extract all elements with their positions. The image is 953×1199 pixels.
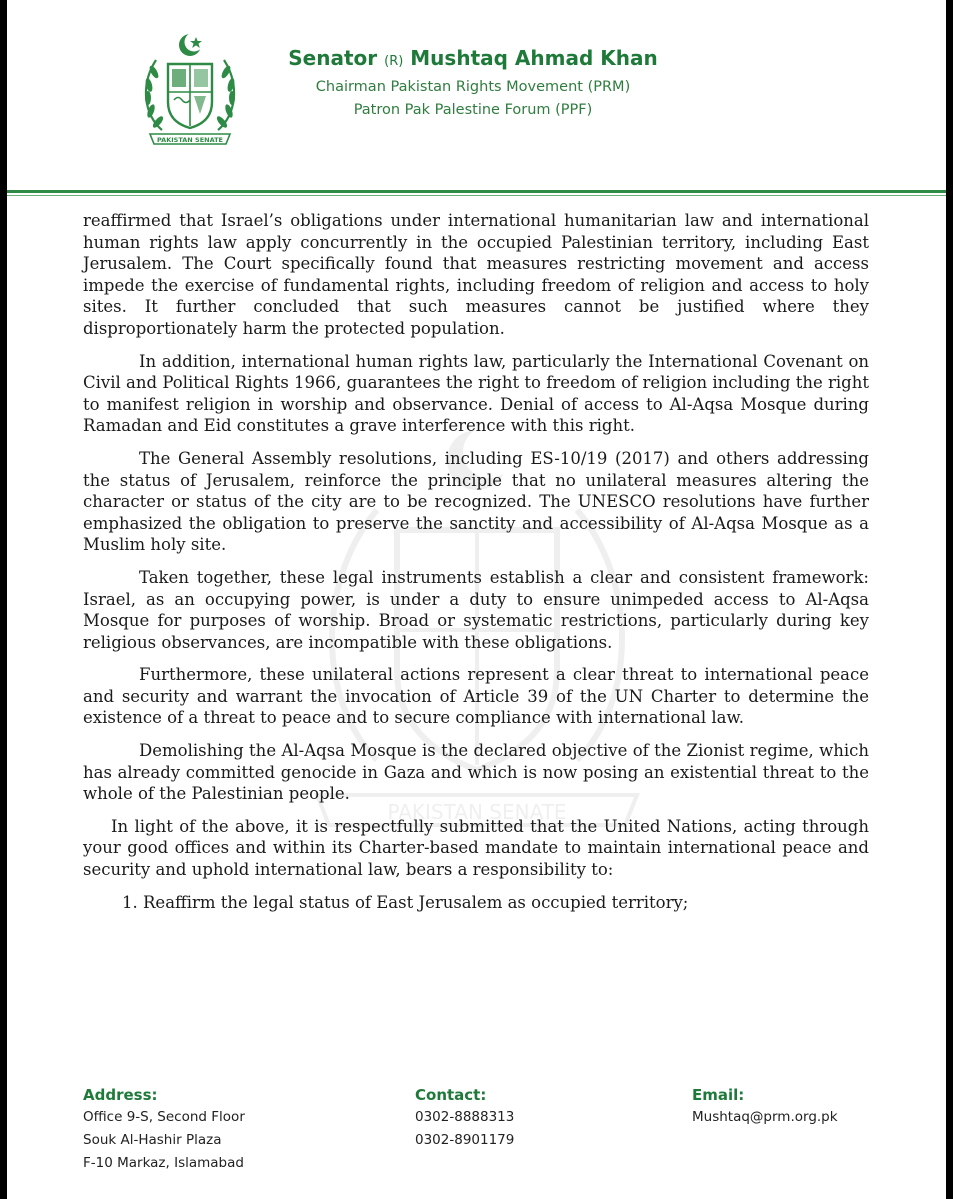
footer-address [83,1084,245,1175]
paragraph-framework: Taken together, these legal instruments establish a clear and consistent framework: Israel, as an occupying power, is under a duty to ensure unimpeded access to Al-Aqsa Mosque for purposes of worship. Broad or systematic restrictions, particularly during key religious observances, are incompatible with these obligations. [83,567,869,652]
paragraph-icj: reaffirmed that Israel’s obligations under international humanitarian law and international human rights law apply concurrently in the occupied Palestinian territory, including East Jerusalem. The Court specifically found that measures restricting movement and access impede the exercise of fundamental rights, including freedom of religion and access to holy sites. It further concluded that such measures cannot be justified where they disproportionately harm the protected population. [83,211,869,338]
name-retired-mark: (R) [384,54,404,69]
senator-name [283,44,663,76]
name-title: Senator [288,46,378,70]
footer-contact [415,1084,514,1152]
contact-label: Contact: [415,1086,487,1104]
emblem-caption: PAKISTAN SENATE [157,136,223,144]
address-label: Address: [83,1086,158,1104]
email-label: Email: [692,1086,745,1104]
paragraph-article-39: Furthermore, these unilateral actions represent a clear threat to international peace and security and warrant the invocation of Article 39 of the UN Charter to determine the existence of a threat to peace and to secure compliance with international law. [83,665,869,728]
requests-list [83,892,869,914]
name-full: Mushtaq Ahmad Khan [410,46,658,70]
footer-email [692,1084,838,1129]
header-divider-thin [7,195,946,196]
pakistan-senate-emblem [132,30,248,152]
list-item: 1. Reaffirm the legal status of East Jerusalem as occupied territory; [143,892,869,914]
address-line: F-10 Markaz, Islamabad [83,1155,244,1171]
phone-number: 0302-8888313 [415,1109,515,1125]
letterhead [283,44,663,122]
header-divider [7,190,946,193]
letter-body [83,210,869,913]
watermark-text: PAKISTAN SENATE [387,800,567,824]
address-line: Souk Al-Hashir Plaza [83,1132,222,1148]
paragraph-ga-resolutions: The General Assembly resolutions, including ES-10/19 (2017) and others addressing the status of Jerusalem, reinforce the principle that no unilateral measures altering the character or status of the city are to be recognized. The UNESCO resolutions have further emphasized the obligation to preserve the sanctity and accessibility of Al-Aqsa Mosque as a Muslim holy site. [83,448,869,555]
paragraph-demolition: Demolishing the Al-Aqsa Mosque is the declared objective of the Zionist regime, which has already committed genocide in Gaza and which is now posing an existential threat to the whole of the Palestinian people. [83,741,869,804]
letter-page [7,0,946,1199]
email-address[interactable]: Mushtaq@prm.org.pk [692,1109,838,1125]
address-line: Office 9-S, Second Floor [83,1109,245,1125]
paragraph-iccpr: In addition, international human rights law, particularly the International Covenant on Civil and Political Rights 1966, guarantees the right to freedom of religion including the right to manifest religion in worship and observance. Denial of access to Al-Aqsa Mosque during Ramadan and Eid constitutes a grave interference with this right. [83,351,869,436]
header-line-prm: Chairman Pakistan Rights Movement (PRM) [315,79,631,95]
header-line-ppf: Patron Pak Palestine Forum (PPF) [353,102,593,118]
phone-number: 0302-8901179 [415,1132,515,1148]
paragraph-submission: In light of the above, it is respectfully submitted that the United Nations, acting through your good offices and within its Charter-based mandate to maintain international peace and security and uphold international law, bears a responsibility to: [83,816,869,880]
